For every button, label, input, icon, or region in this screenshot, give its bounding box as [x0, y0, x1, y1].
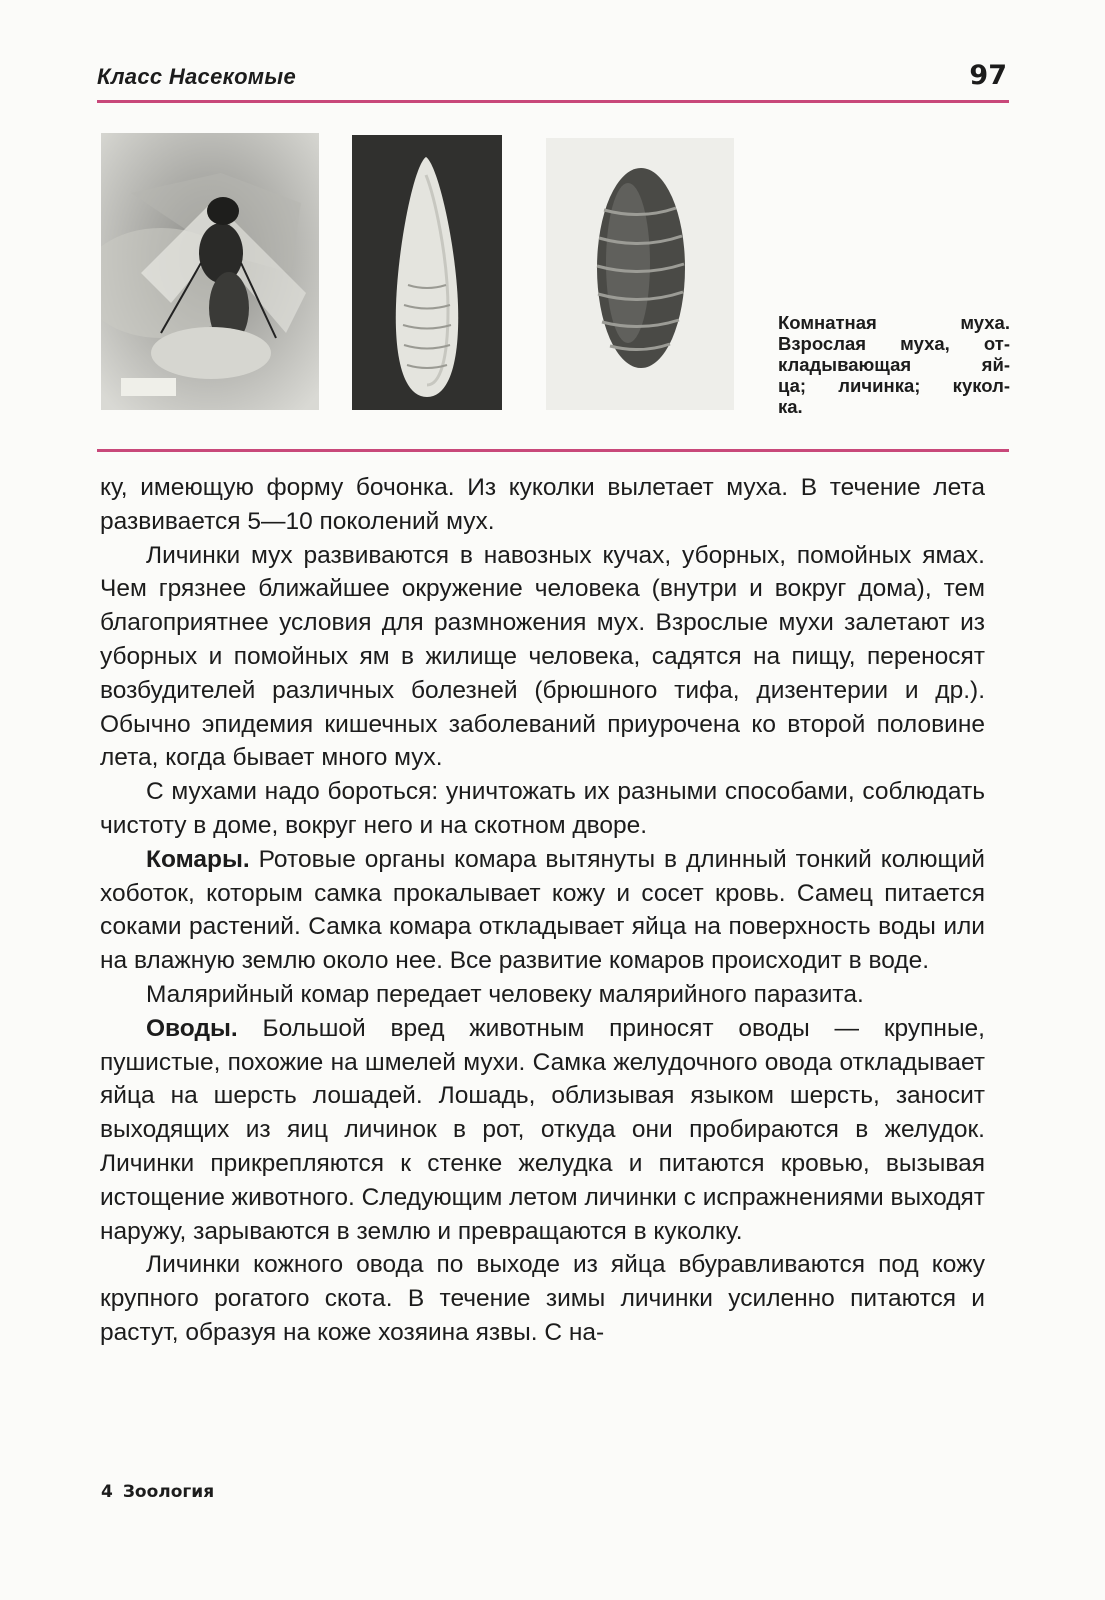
caption-line: Взрослая муха, от-: [778, 333, 1010, 354]
paragraph-mosquitoes: [100, 843, 985, 978]
caption-line: ца; личинка; кукол-: [778, 375, 1010, 396]
caption-line: Комнатная муха.: [778, 312, 1010, 333]
paragraph: Малярийный комар передает человеку малярийного паразита.: [146, 980, 864, 1008]
fly-pupa-photo: [546, 138, 734, 410]
paragraph: Личинки мух развиваются в навозных кучах, уборных, помойных ямах. Чем грязнее ближайшее окружение человека (внутри и вокруг дома), тем благоприятнее условия для размножения мух. Взрослые мухи залетают из уборных и помойных ям в жилище человека, садятся на пищу, переносят возбудителей различных болезней (брюшного тифа, дизентерии и др.). Обычно эпидемия кишечных заболеваний приурочена ко второй половине лета, когда бывает много мух.: [100, 541, 985, 772]
page-number: 97: [969, 60, 1007, 91]
paragraph-text: Большой вред животным приносят оводы — крупные, пушистые, похожие на шмелей мухи. Самка желудочного овода откладывает яйца на шерсть лошадей. Лошадь, облизывая языком шерсть, заносит выходящих из яиц личинок в рот, откуда они пробираются в желудок. Личинки прикрепляются к стенке желудка и питаются кровью, вызывая истощение животного. Следующим летом личинки с испражнениями выходят наружу, зарываются в землю и превращаются в куколку.: [100, 1014, 985, 1245]
signature-mark: [101, 1482, 214, 1502]
term-mosquitoes: Комары.: [146, 845, 250, 873]
paragraph-text: Ротовые органы комара вытянуты в длинный тонкий колющий хоботок, которым самка прокалывает кожу и сосет кровь. Самец питается соками растений. Самка комара откладывает яйца на поверхность воды или на влажную землю около нее. Все развитие комаров происходит в воде.: [100, 845, 985, 975]
signature-number: 4: [101, 1482, 113, 1502]
paragraph-gadflies: [100, 1012, 985, 1249]
caption-line: кладывающая яй-: [778, 354, 1010, 375]
fly-larva-photo: [352, 135, 502, 410]
figure-caption: [778, 312, 1010, 417]
term-gadflies: Оводы.: [146, 1014, 238, 1042]
paragraph: ку, имеющую форму бочонка. Из куколки вылетает муха. В течение лета развивается 5—10 поколений мух.: [100, 474, 985, 535]
header-rule: [97, 100, 1009, 103]
caption-line: ка.: [778, 396, 803, 417]
running-head-title: Класс Насекомые: [97, 64, 297, 89]
paragraph: Личинки кожного овода по выходе из яйца вбуравливаются под кожу крупного рогатого скота. В течение зимы личинки усиленно питаются и растут, образуя на коже хозяина язвы. С на-: [100, 1251, 985, 1346]
body-text: [100, 471, 985, 1350]
signature-title: Зоология: [122, 1482, 215, 1502]
figure-rule: [97, 449, 1009, 452]
adult-fly-photo: [101, 133, 319, 410]
paragraph: С мухами надо бороться: уничтожать их разными способами, соблюдать чистоту в доме, вокруг него и на скотном дворе.: [100, 778, 985, 839]
